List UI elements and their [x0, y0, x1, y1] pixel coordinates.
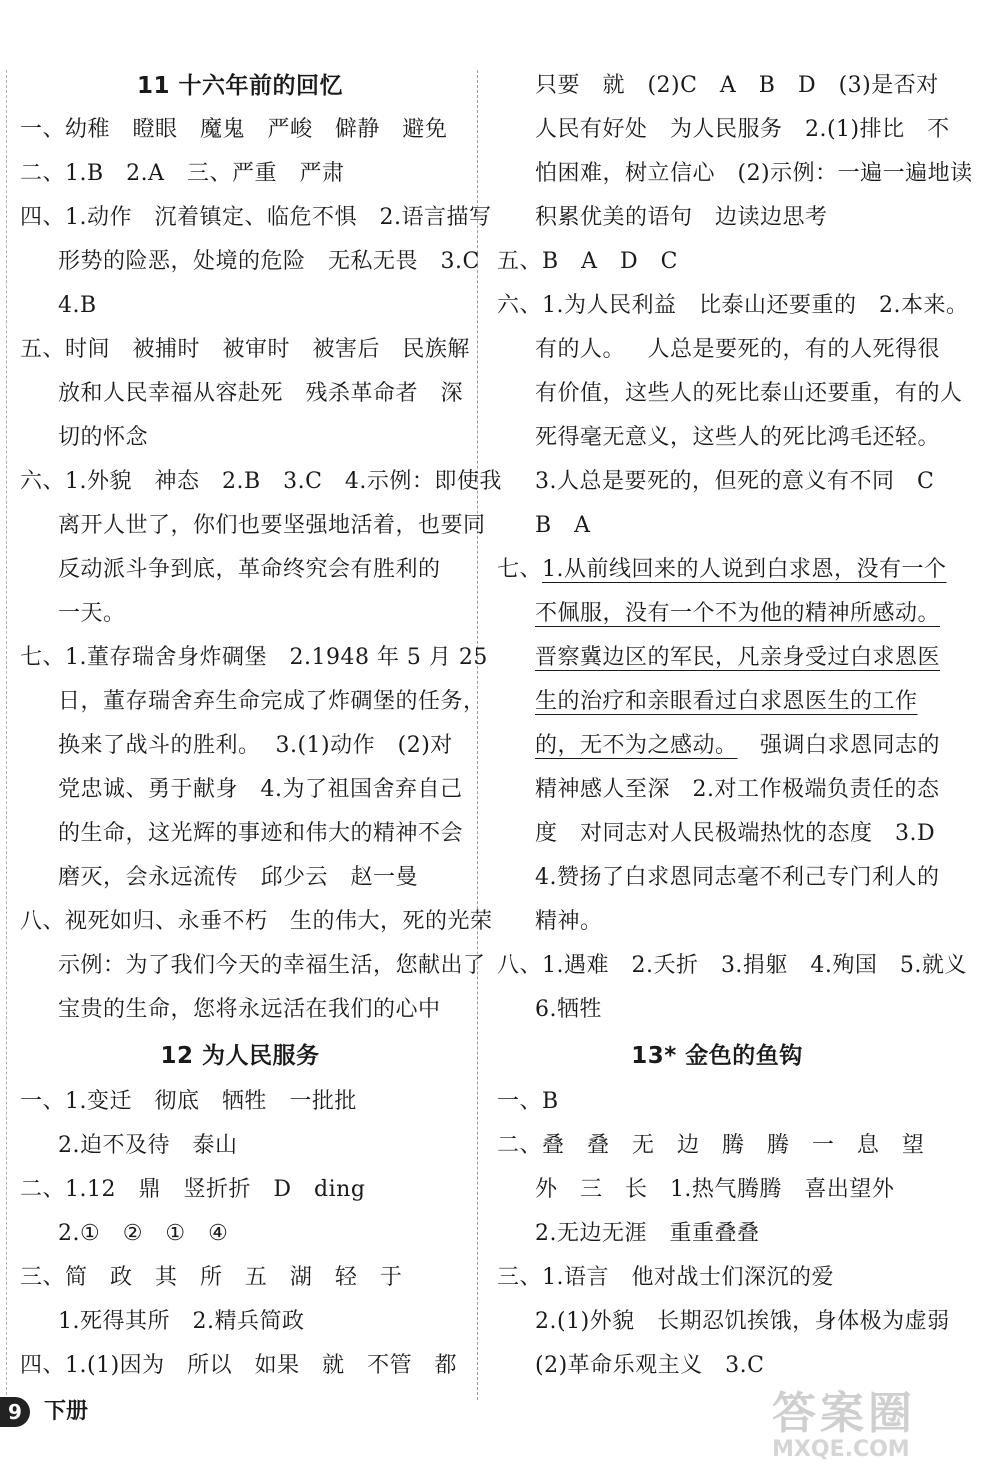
answer-line: 党忠诚、勇于献身 4.为了祖国舍弃自己 — [58, 777, 463, 802]
answer-line: 一天。 — [58, 601, 126, 626]
answer-line: 一、幼稚 瞪眼 魔鬼 严峻 僻静 避免 — [20, 117, 448, 142]
answer-line: 六、1.为人民利益 比泰山还要重的 2.本来。 — [497, 293, 969, 318]
answer-line: 外 三 长 1.热气腾腾 喜出望外 — [535, 1177, 895, 1202]
answer-line: 死得毫无意义，这些人的死比鸿毛还轻。 — [535, 425, 941, 450]
answer-line: 度 对同志对人民极端热忱的态度 3.D — [535, 821, 936, 846]
answer-line: 只要 就 (2)C A B D (3)是否对 — [535, 73, 939, 98]
answer-line: 3.人总是要死的，但死的意义有不同 C — [535, 469, 935, 494]
answer-line: 二、1.12 鼎 竖折折 D ding — [20, 1177, 366, 1202]
answer-line: 八、1.遇难 2.夭折 3.捐躯 4.殉国 5.就义 — [497, 953, 967, 978]
section-marker: 七、 — [497, 557, 543, 582]
underlined-quote: 晋察冀边区的军民，凡亲身受过白求恩医 — [535, 645, 941, 670]
answer-line: 二、1.B 2.A 三、严重 严肃 — [20, 161, 345, 186]
answer-line: 离开人世了，你们也要坚强地活着，也要同 — [58, 513, 486, 538]
underlined-quote: 不佩服，没有一个不为他的精神所感动。 — [535, 601, 941, 626]
answer-line: 一、B — [497, 1089, 559, 1114]
watermark-url: MXQE.COM — [772, 1437, 910, 1462]
answer-line: 人民有好处 为人民服务 2.(1)排比 不 — [535, 117, 950, 142]
answer-line: 2.① ② ① ④ — [58, 1221, 229, 1246]
answer-line: 反动派斗争到底，革命终究会有胜利的 — [58, 557, 441, 582]
underlined-quote: 1.从前线回来的人说到白求恩，没有一个 — [542, 557, 947, 582]
answer-line: 精神感人至深 2.对工作极端负责任的态 — [535, 777, 940, 802]
answer-line: 1.死得其所 2.精兵简政 — [58, 1309, 305, 1334]
answer-line: 形势的险恶，处境的危险 无私无畏 3.C — [58, 249, 480, 274]
answer-line: 示例：为了我们今天的幸福生活，您献出了 — [58, 953, 486, 978]
answer-line: 七、1.董存瑞舍身炸碉堡 2.1948 年 5 月 25 — [20, 645, 488, 670]
answer-text: 强调白求恩同志的 — [737, 733, 940, 758]
answer-line: 怕困难，树立信心 (2)示例：一遍一遍地读 — [535, 161, 973, 186]
answer-line: 一、1.变迁 彻底 牺牲 一批批 — [20, 1089, 357, 1114]
answer-line: 磨灭，会永远流传 邱少云 赵一曼 — [58, 865, 418, 890]
lesson-12-title: 12 为人民服务 — [160, 1043, 320, 1069]
watermark-text: 答案圈 — [772, 1388, 916, 1439]
answer-line: 三、简 政 其 所 五 湖 轻 于 — [20, 1265, 403, 1290]
answer-line: 4.B — [58, 293, 97, 318]
binding-edge-line — [6, 70, 7, 1400]
answer-line: 五、时间 被捕时 被审时 被害后 民族解 — [20, 337, 470, 362]
answer-line — [497, 550, 947, 590]
answer-line: 积累优美的语句 边读边思考 — [535, 205, 828, 230]
answer-line: 日，董存瑞舍弃生命完成了炸碉堡的任务， — [58, 689, 486, 714]
answer-line: 宝贵的生命，您将永远活在我们的心中 — [58, 997, 441, 1022]
watermark-logo — [772, 1377, 992, 1467]
answer-line: (2)革命乐观主义 3.C — [535, 1353, 765, 1378]
answer-line: B A — [535, 513, 591, 538]
answer-line: 2.(1)外貌 长期忍饥挨饿，身体极为虚弱 — [535, 1309, 950, 1334]
volume-label: 下册 — [44, 1399, 89, 1424]
lesson-11-title: 11 十六年前的回忆 — [136, 73, 343, 99]
answer-line: 换来了战斗的胜利。 3.(1)动作 (2)对 — [58, 733, 453, 758]
answer-line: 放和人民幸福从容赴死 残杀革命者 深 — [58, 381, 463, 406]
answer-line: 八、视死如归、永垂不朽 生的伟大，死的光荣 — [20, 909, 493, 934]
answer-line: 四、1.(1)因为 所以 如果 就 不管 都 — [20, 1353, 458, 1378]
page-number: 9 — [0, 1397, 30, 1427]
answer-line: 6.牺牲 — [535, 997, 602, 1022]
answer-line: 切的怀念 — [58, 425, 149, 450]
answer-line: 有的人。 人总是要死的，有的人死得很 — [535, 337, 940, 362]
answer-line: 六、1.外貌 神态 2.B 3.C 4.示例：即使我 — [20, 469, 502, 494]
underlined-quote: 生的治疗和亲眼看过白求恩医生的工作 — [535, 689, 918, 714]
answer-line: 四、1.动作 沉着镇定、临危不惧 2.语言描写 — [20, 205, 492, 230]
answer-line: 2.无边无涯 重重叠叠 — [535, 1221, 760, 1246]
answer-line: 4.赞扬了白求恩同志毫不利己专门利人的 — [535, 865, 940, 890]
answer-line: 有价值，这些人的死比泰山还要重，有的人 — [535, 381, 963, 406]
answer-line — [535, 726, 940, 766]
answer-line: 三、1.语言 他对战士们深沉的爱 — [497, 1265, 834, 1290]
lesson-13-title: 13* 金色的鱼钩 — [631, 1043, 803, 1069]
answer-line: 精神。 — [535, 909, 603, 934]
answer-line: 五、B A D C — [497, 249, 678, 274]
answer-line: 的生命，这光辉的事迹和伟大的精神不会 — [58, 821, 464, 846]
answer-line: 二、叠 叠 无 边 腾 腾 一 息 望 — [497, 1133, 925, 1158]
page-footer — [0, 1392, 88, 1432]
underlined-quote: 的，无不为之感动。 — [535, 733, 738, 758]
answer-line: 2.迫不及待 泰山 — [58, 1133, 238, 1158]
